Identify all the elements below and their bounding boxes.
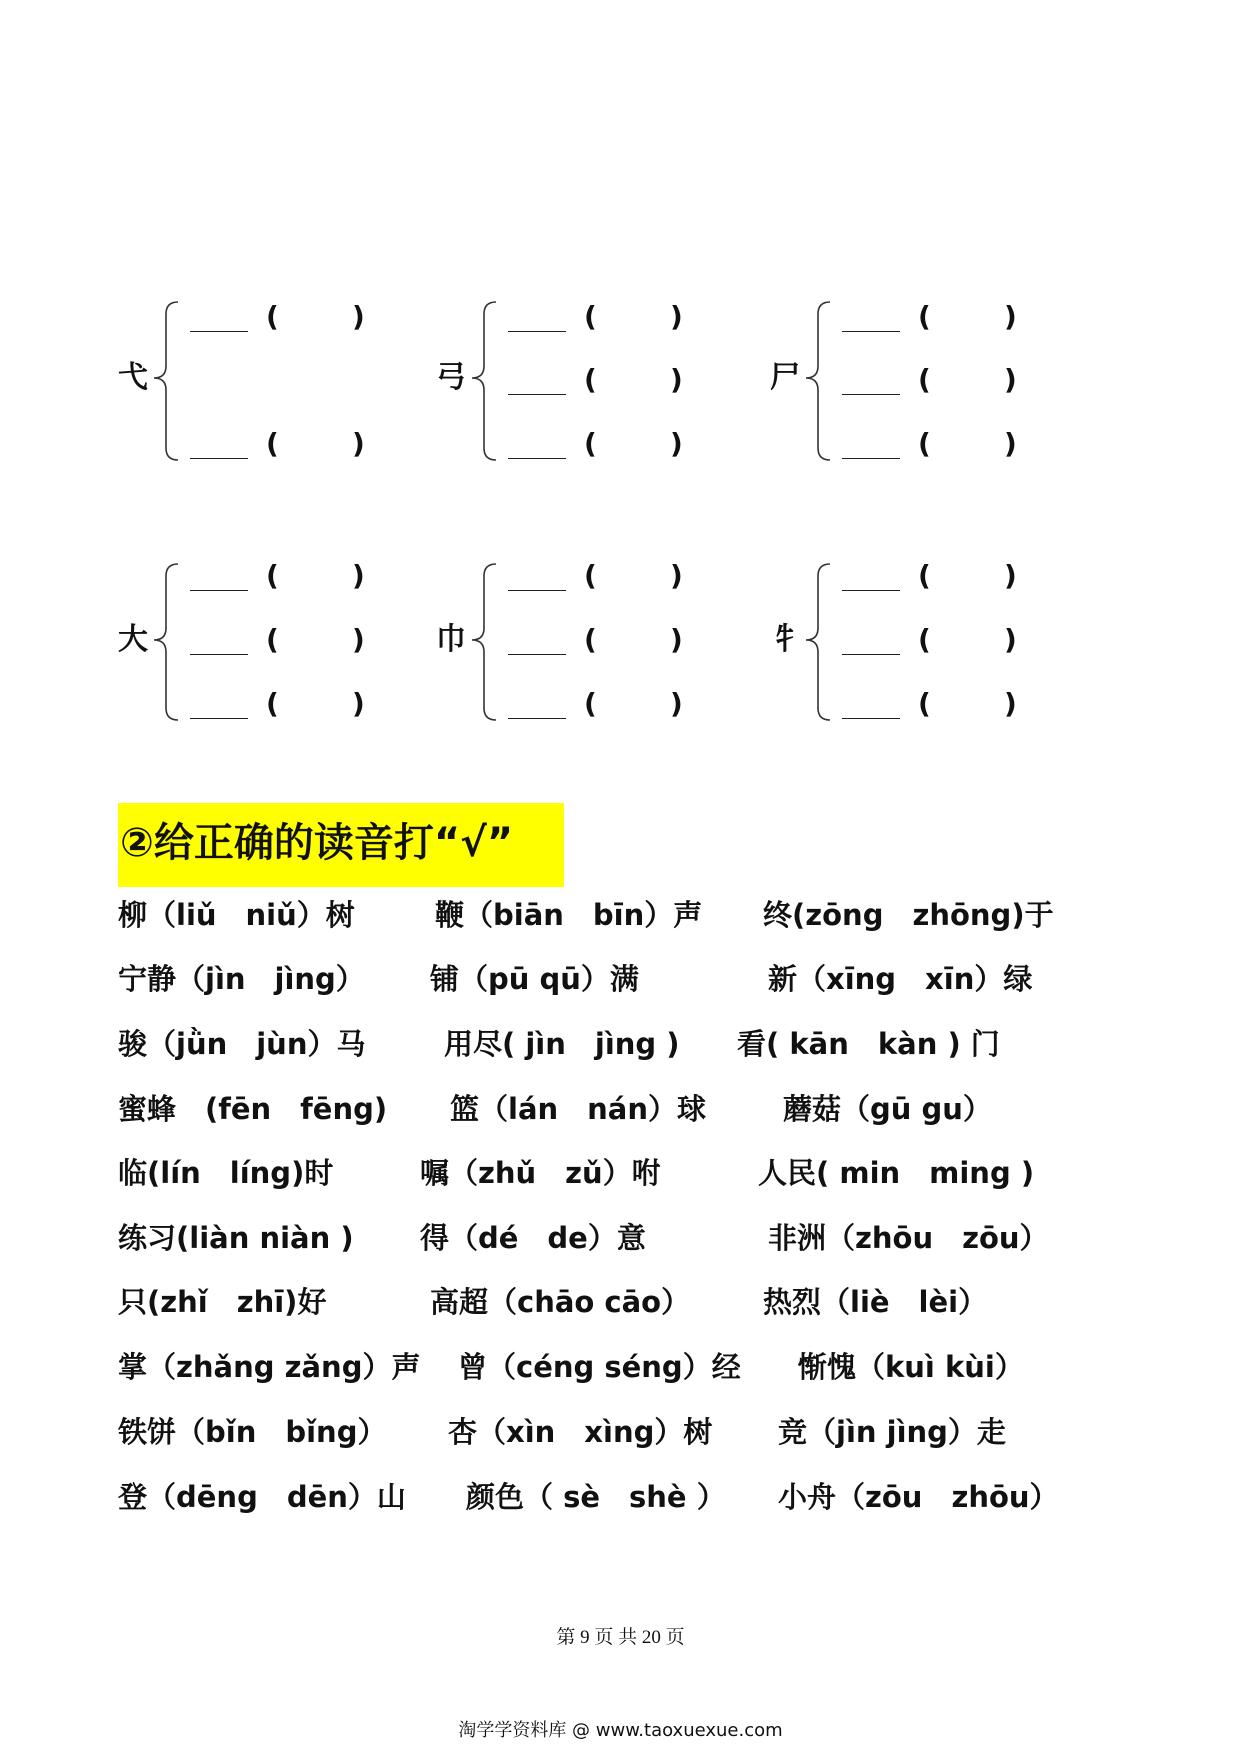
pinyin-paren-close: ) [670,363,683,396]
pinyin-choice-item[interactable]: 人民( min ming ) [758,1156,1035,1190]
pinyin-answer-slot[interactable] [282,624,352,656]
pinyin-paren-open: ( [584,559,597,592]
pinyin-answer-slot[interactable] [600,428,670,460]
pinyin-paren-close: ) [1004,427,1017,460]
pinyin-paren-close: ) [352,687,365,720]
radical-char: 大 [118,622,148,657]
curly-brace [148,562,188,722]
radical-char: 巾 [436,622,466,657]
pinyin-answer-slot[interactable] [282,301,352,333]
answer-blank[interactable] [842,718,900,719]
radical-char: 弓 [436,360,466,395]
pinyin-answer-slot[interactable] [934,301,1004,333]
pinyin-paren-open: ( [584,363,597,396]
pinyin-paren-close: ) [670,427,683,460]
pinyin-choice-item[interactable]: 蘑菇（gū gu） [783,1092,992,1126]
pinyin-choice-item[interactable]: 竞（jìn jìng）走 [778,1415,1006,1449]
pinyin-paren-open: ( [584,623,597,656]
pinyin-paren-open: ( [918,623,931,656]
pinyin-choice-item[interactable]: 热烈（liè lèi） [763,1285,988,1319]
pinyin-choice-item[interactable]: 篮（lán nán）球 [450,1092,707,1126]
pinyin-choice-item[interactable]: 铺（pū qū）满 [430,962,639,996]
pinyin-choice-item[interactable]: 宁静（jìn jìng） [118,962,365,996]
answer-blank[interactable] [190,458,248,459]
pinyin-choice-item[interactable]: 铁饼（bǐn bǐng） [118,1415,387,1449]
pinyin-answer-slot[interactable] [600,624,670,656]
pinyin-choice-item[interactable]: 得（dé de）意 [420,1221,646,1255]
pinyin-paren-open: ( [266,559,279,592]
answer-blank[interactable] [508,458,566,459]
pinyin-paren-close: ) [670,623,683,656]
pinyin-answer-slot[interactable] [282,688,352,720]
pinyin-paren-close: ) [670,687,683,720]
pinyin-paren-open: ( [918,300,931,333]
radical-char: 牜 [770,622,800,657]
pinyin-paren-close: ) [670,300,683,333]
pinyin-choice-item[interactable]: 只(zhǐ zhī)好 [118,1285,327,1319]
pinyin-choice-item[interactable]: 惭愧（kuì kùi） [798,1350,1024,1384]
pinyin-choice-item[interactable]: 看( kān kàn ) 门 [737,1027,1000,1061]
pinyin-choice-item[interactable]: 新（xīng xīn）绿 [768,962,1033,996]
pinyin-choice-item[interactable]: 曾（céng séng）经 [458,1350,741,1384]
pinyin-paren-close: ) [1004,559,1017,592]
pinyin-paren-open: ( [584,427,597,460]
answer-blank[interactable] [190,718,248,719]
pinyin-choice-item[interactable]: 骏（jǜn jùn）马 [118,1027,366,1061]
curly-brace [800,300,840,462]
answer-blank[interactable] [842,590,900,591]
answer-blank[interactable] [842,654,900,655]
pinyin-paren-open: ( [918,363,931,396]
curly-brace [148,300,188,462]
pinyin-answer-slot[interactable] [934,560,1004,592]
pinyin-choice-item[interactable]: 临(lín líng)时 [118,1156,334,1190]
pinyin-paren-open: ( [266,427,279,460]
pinyin-choice-item[interactable]: 终(zōng zhōng)于 [763,898,1054,932]
pinyin-answer-slot[interactable] [600,364,670,396]
pinyin-paren-close: ) [352,300,365,333]
pinyin-paren-close: ) [352,427,365,460]
curly-brace [466,562,506,722]
pinyin-choice-item[interactable]: 小舟（zōu zhōu） [778,1480,1059,1514]
pinyin-choice-item[interactable]: 鞭（biān bīn）声 [435,898,703,932]
pinyin-paren-open: ( [918,559,931,592]
answer-blank[interactable] [842,331,900,332]
pinyin-choice-item[interactable]: 柳（liǔ niǔ）树 [118,898,355,932]
answer-blank[interactable] [508,331,566,332]
answer-blank[interactable] [842,458,900,459]
answer-blank[interactable] [842,394,900,395]
pinyin-choice-item[interactable]: 颜色（ sè shè ） [466,1480,726,1514]
pinyin-answer-slot[interactable] [934,688,1004,720]
pinyin-choice-item[interactable]: 高超（chāo cāo） [430,1285,691,1319]
pinyin-answer-slot[interactable] [934,364,1004,396]
pinyin-choice-item[interactable]: 杏（xìn xìng）树 [448,1415,713,1449]
pinyin-choice-item[interactable]: 登（dēng dēn）山 [118,1480,406,1514]
pinyin-paren-close: ) [1004,687,1017,720]
answer-blank[interactable] [508,590,566,591]
curly-brace [466,300,506,462]
pinyin-choice-item[interactable]: 嘱（zhǔ zǔ）咐 [420,1156,661,1190]
pinyin-paren-open: ( [918,427,931,460]
section-title: ②给正确的读音打“√” [120,820,514,866]
answer-blank[interactable] [190,590,248,591]
pinyin-answer-slot[interactable] [282,428,352,460]
pinyin-paren-close: ) [1004,623,1017,656]
pinyin-paren-close: ) [670,559,683,592]
pinyin-paren-open: ( [918,687,931,720]
pinyin-choice-item[interactable]: 非洲（zhōu zōu） [768,1221,1049,1255]
pinyin-paren-close: ) [1004,300,1017,333]
answer-blank[interactable] [190,654,248,655]
answer-blank[interactable] [508,718,566,719]
pinyin-paren-close: ) [352,623,365,656]
answer-blank[interactable] [190,331,248,332]
pinyin-answer-slot[interactable] [600,560,670,592]
pinyin-answer-slot[interactable] [934,428,1004,460]
pinyin-answer-slot[interactable] [282,560,352,592]
radical-char: 弋 [118,360,148,395]
pinyin-paren-close: ) [352,559,365,592]
site-watermark: 淘学学资料库 @ www.taoxuexue.com [458,1720,783,1741]
pinyin-paren-open: ( [266,300,279,333]
pinyin-paren-open: ( [266,623,279,656]
answer-blank[interactable] [508,394,566,395]
pinyin-paren-open: ( [266,687,279,720]
pinyin-paren-open: ( [584,300,597,333]
pinyin-answer-slot[interactable] [600,301,670,333]
pinyin-choice-item[interactable]: 练习(liàn niàn ) [118,1221,354,1255]
answer-blank[interactable] [508,654,566,655]
pinyin-answer-slot[interactable] [600,688,670,720]
pinyin-choice-item[interactable]: 蜜蜂 (fēn fēng) [118,1092,388,1126]
pinyin-paren-close: ) [1004,363,1017,396]
pinyin-choice-item[interactable]: 用尽( jìn jìng ) [444,1027,680,1061]
page-number: 第 9 页 共 20 页 [556,1627,685,1648]
pinyin-paren-open: ( [584,687,597,720]
radical-char: 尸 [770,360,800,395]
curly-brace [800,562,840,722]
pinyin-answer-slot[interactable] [934,624,1004,656]
pinyin-choice-item[interactable]: 掌（zhǎng zǎng）声 [118,1350,421,1384]
